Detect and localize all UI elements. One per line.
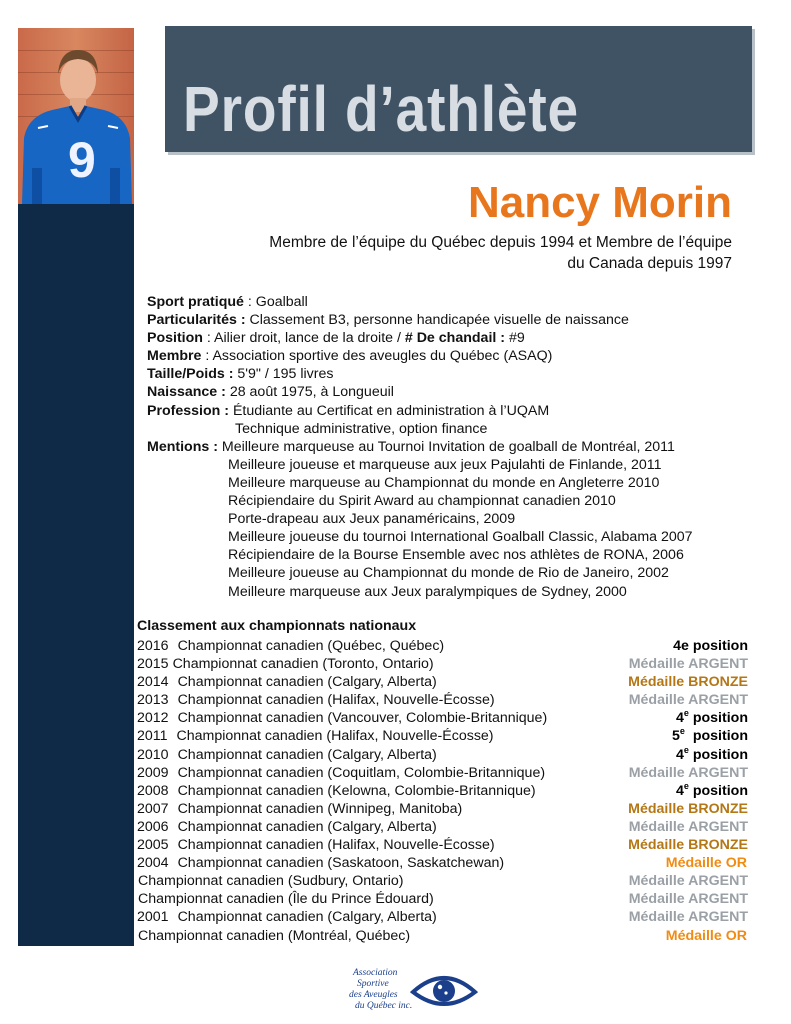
profession-line: Étudiante au Certificat en administration à l’UQAM — [232, 402, 550, 419]
classement-section — [137, 618, 751, 945]
classement-result — [629, 890, 748, 908]
mention-item: Récipiendaire du Spirit Award au championnat canadien 2010 — [228, 493, 616, 510]
logo-line: du Québec inc. — [355, 1001, 413, 1011]
classement-year: 2014 — [137, 674, 169, 691]
mention-item: Porte-drapeau aux Jeux panaméricains, 2009 — [228, 511, 516, 528]
result-value: 4 — [675, 746, 684, 763]
classement-row — [137, 836, 751, 854]
logo-line: des Aveugles — [349, 990, 398, 1000]
classement-result — [628, 836, 748, 854]
logo-line: Association — [353, 968, 398, 978]
naissance-value: 28 août 1975, à Longueuil — [225, 384, 394, 401]
logo-line: Sportive — [357, 979, 389, 989]
result-value: 4 — [675, 710, 684, 727]
classement-result — [629, 908, 748, 926]
classement-row — [137, 637, 751, 655]
classement-row — [137, 655, 751, 673]
athlete-name: Nancy Morin — [467, 178, 732, 227]
result-value: Médaille ARGENT — [628, 692, 748, 709]
classement-event: Championnat canadien (Calgary, Alberta) — [177, 818, 437, 835]
page-title: Profil d’athlète — [183, 73, 580, 145]
classement-year: 2005 — [137, 837, 169, 854]
profession-line: Technique administrative, option finance — [235, 420, 488, 437]
classement-result — [629, 691, 748, 709]
result-tail: position — [684, 728, 748, 745]
athlete-subtitle: Membre de l’équipe du Québec depuis 1994 et Membre de l’équipe du Canada depuis 1997 — [269, 234, 732, 272]
result-value: Médaille OR — [665, 855, 747, 872]
classement-row — [137, 782, 751, 800]
classement-event: Championnat canadien (Montréal, Québec) — [138, 927, 411, 944]
result-value: Médaille BRONZE — [628, 674, 748, 691]
classement-year: 2007 — [137, 800, 169, 817]
classement-year: 2004 — [137, 855, 169, 872]
membre-label: Membre — [147, 348, 202, 365]
taille-value: 5'9" / 195 livres — [233, 366, 334, 383]
classement-year: 2016 — [137, 638, 169, 654]
classement-result — [629, 872, 748, 890]
classement-year: 2006 — [137, 818, 169, 835]
classement-row — [137, 890, 751, 908]
classement-event: Championnat canadien (Québec, Québec) — [177, 638, 445, 654]
position-label: Position — [147, 330, 203, 347]
classement-row — [137, 746, 751, 764]
classement-year: 2011 — [137, 728, 168, 745]
classement-event: Championnat canadien (Sudbury, Ontario) — [138, 873, 404, 890]
classement-row — [137, 709, 751, 727]
result-value: Médaille ARGENT — [628, 909, 748, 926]
mention-item: Meilleure marqueuse au Tournoi Invitation de goalball de Montréal, 2011 — [221, 438, 675, 455]
classement-result — [676, 709, 748, 727]
classement-list — [137, 637, 751, 945]
result-value: Médaille BRONZE — [628, 837, 748, 854]
classement-row — [137, 691, 751, 709]
result-value: 5 — [672, 728, 680, 745]
classement-result — [676, 746, 748, 764]
jersey-number: 9 — [68, 132, 96, 188]
result-value: Médaille ARGENT — [628, 891, 748, 908]
result-value: Médaille ARGENT — [628, 818, 748, 835]
jersey-label: # De chandail : — [404, 330, 505, 347]
mention-item: Meilleure marqueuse aux Jeux paralympiques de Sydney, 2000 — [228, 583, 627, 600]
particularites-label: Particularités : — [147, 312, 246, 329]
classement-year: 2015 — [137, 656, 169, 673]
classement-event: Championnat canadien (Halifax, Nouvelle-Écosse) — [177, 692, 495, 709]
classement-event: Championnat canadien (Halifax, Nouvelle-Écosse) — [176, 728, 494, 745]
classement-result — [672, 727, 748, 745]
classement-result — [629, 764, 748, 782]
sport-label: Sport pratiqué — [147, 294, 244, 310]
mention-item: Meilleure marqueuse au Championnat du monde en Angleterre 2010 — [228, 474, 660, 491]
classement-result — [666, 927, 747, 945]
particularites-value: Classement B3, personne handicapée visuelle de naissance — [245, 312, 629, 329]
result-tail: position — [688, 746, 748, 763]
classement-event: Championnat canadien (Winnipeg, Manitoba) — [177, 800, 463, 817]
classement-row — [137, 818, 751, 836]
classement-year: 2001 — [137, 909, 169, 926]
position-value: : Ailier droit, lance de la droite / — [202, 330, 405, 347]
result-value: Médaille BRONZE — [628, 800, 748, 817]
membre-value: : Association sportive des aveugles du Québec (ASAQ) — [201, 348, 553, 365]
classement-row — [137, 764, 751, 782]
classement-event: Championnat canadien (Toronto, Ontario) — [172, 656, 434, 673]
classement-result — [628, 800, 748, 818]
classement-event: Championnat canadien (Calgary, Alberta) — [177, 674, 437, 691]
eye-icon — [409, 970, 479, 1014]
result-value: Médaille ARGENT — [628, 764, 748, 781]
result-value: Médaille ARGENT — [628, 873, 748, 890]
classement-row — [137, 908, 751, 926]
classement-title: Classement aux championnats nationaux — [137, 618, 417, 634]
classement-event: Championnat canadien (Calgary, Alberta) — [177, 909, 437, 926]
result-superscript: e — [683, 780, 689, 791]
classement-event: Championnat canadien (Coquitlam, Colombie-Britannique) — [177, 764, 546, 781]
classement-result — [629, 655, 748, 673]
classement-year: 2010 — [137, 746, 169, 763]
asaq-logo — [345, 968, 485, 1020]
naissance-label: Naissance : — [147, 384, 226, 401]
result-superscript: e — [683, 708, 689, 719]
logo-text — [345, 968, 412, 1012]
mention-item: Récipiendaire de la Bourse Ensemble avec nos athlètes de RONA, 2006 — [228, 547, 684, 564]
mentions-label: Mentions : — [147, 438, 218, 455]
classement-row — [137, 927, 751, 945]
result-value: 4e position — [673, 638, 748, 654]
classement-event: Championnat canadien (Kelowna, Colombie-Britannique) — [177, 782, 536, 799]
classement-result — [628, 673, 748, 691]
mention-item: Meilleure joueuse du tournoi International Goalball Classic, Alabama 2007 — [228, 529, 693, 546]
mention-item: Meilleure joueuse au Championnat du monde de Rio de Janeiro, 2002 — [228, 565, 669, 582]
profession-label: Profession : — [147, 402, 229, 419]
mention-item: Meilleure joueuse et marqueuse aux jeux Pajulahti de Finlande, 2011 — [228, 456, 662, 473]
athlete-photo — [18, 28, 134, 204]
result-value: Médaille ARGENT — [628, 656, 748, 673]
classement-row — [137, 872, 751, 890]
classement-event: Championnat canadien (Halifax, Nouvelle-Écosse) — [177, 837, 495, 854]
classement-event: Championnat canadien (Vancouver, Colombie-Britannique) — [177, 710, 548, 727]
classement-result — [673, 637, 748, 655]
classement-year: 2013 — [137, 692, 169, 709]
taille-label: Taille/Poids : — [147, 366, 234, 383]
sport-value: : Goalball — [243, 294, 308, 310]
classement-year: 2009 — [137, 764, 169, 781]
classement-row — [137, 727, 751, 745]
classement-row — [137, 800, 751, 818]
result-superscript: e — [679, 726, 685, 737]
classement-result — [666, 854, 747, 872]
classement-result — [676, 782, 748, 800]
classement-event: Championnat canadien (Île du Prince Édouard) — [138, 891, 434, 908]
classement-row — [137, 854, 751, 872]
jersey-value: #9 — [505, 330, 525, 347]
classement-row — [137, 673, 751, 691]
classement-event: Championnat canadien (Calgary, Alberta) — [177, 746, 437, 763]
classement-year: 2008 — [137, 782, 169, 799]
result-tail: position — [688, 710, 748, 727]
profile-info — [147, 293, 693, 601]
result-value: 4 — [675, 782, 684, 799]
result-superscript: e — [683, 744, 689, 755]
classement-event: Championnat canadien (Saskatoon, Saskatchewan) — [177, 855, 505, 872]
result-tail: position — [688, 782, 748, 799]
classement-result — [629, 818, 748, 836]
result-value: Médaille OR — [665, 927, 747, 944]
classement-year: 2012 — [137, 710, 169, 727]
